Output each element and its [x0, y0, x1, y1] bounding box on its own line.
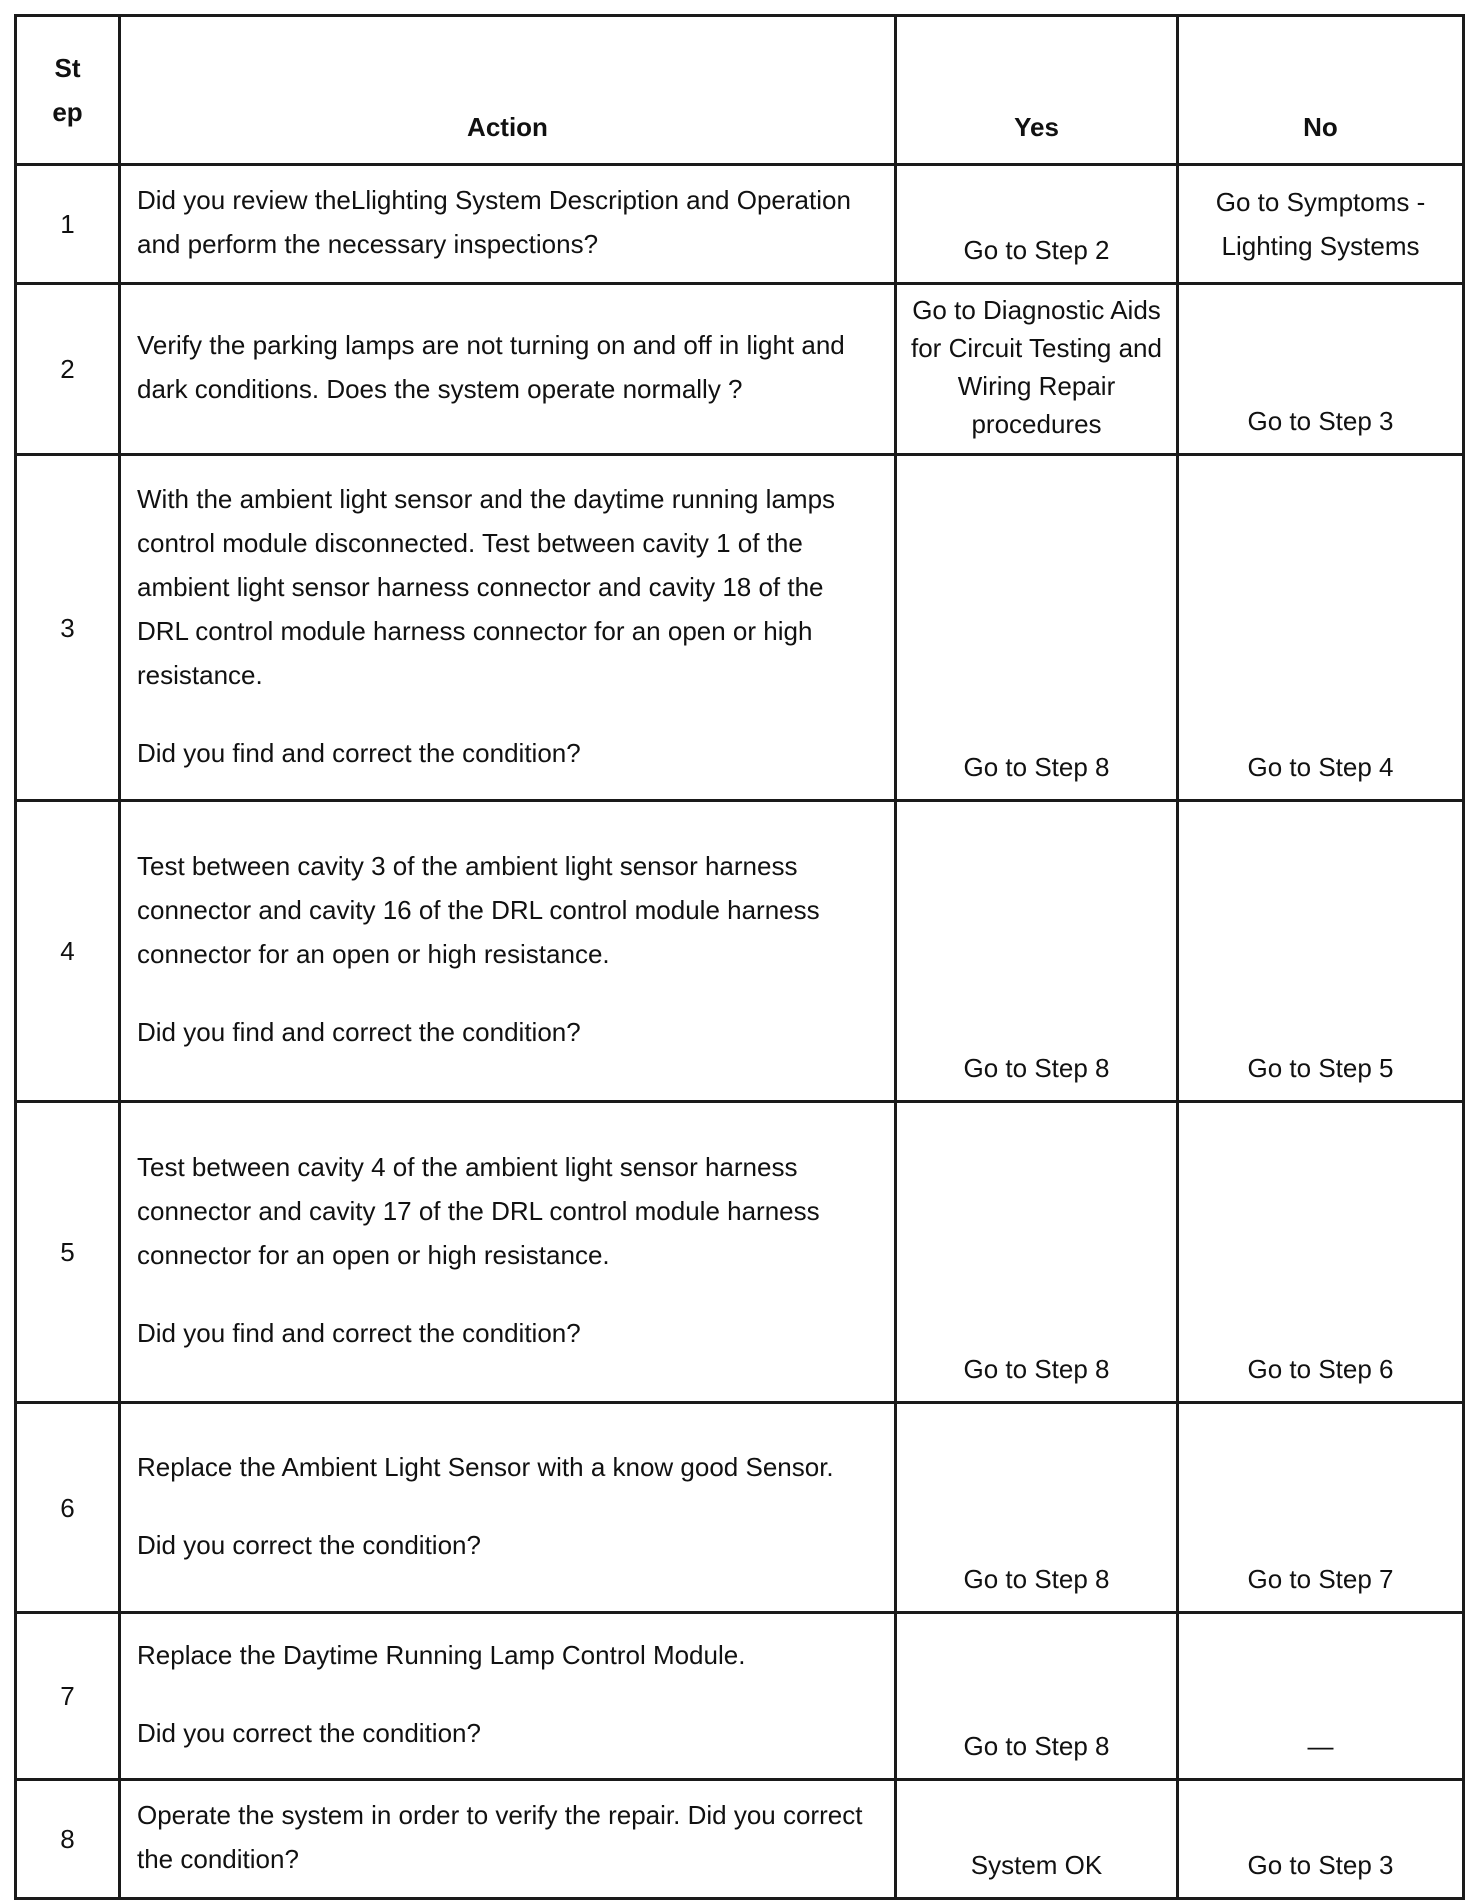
- header-yes: Yes: [896, 16, 1178, 165]
- step-number: 4: [16, 801, 120, 1102]
- step-number: 7: [16, 1613, 120, 1780]
- action-text: Did you review theLlighting System Description and Operation and perform the necessary inspections?: [137, 185, 851, 259]
- action-cell: [120, 1102, 896, 1403]
- header-step: [16, 16, 120, 165]
- action-text: Test between cavity 3 of the ambient light sensor harness connector and cavity 16 of the DRL control module harness connector for an open or high resistance.: [137, 851, 820, 969]
- action-text: Verify the parking lamps are not turning on and off in light and dark conditions. Does the system operate normally ?: [137, 330, 845, 404]
- action-question: Did you find and correct the condition?: [137, 1017, 581, 1047]
- action-text: Operate the system in order to verify the repair. Did you correct the condition?: [137, 1800, 863, 1874]
- no-cell: Go to Step 3: [1178, 1780, 1464, 1899]
- table-row: [16, 455, 1464, 801]
- table-row: [16, 1613, 1464, 1780]
- header-row: [16, 16, 1464, 165]
- action-question: Did you find and correct the condition?: [137, 1318, 581, 1348]
- yes-cell: Go to Step 2: [896, 165, 1178, 284]
- table-row: [16, 1780, 1464, 1899]
- action-question: Did you find and correct the condition?: [137, 737, 581, 768]
- header-action: Action: [120, 16, 896, 165]
- yes-cell: Go to Step 8: [896, 801, 1178, 1102]
- yes-cell: Go to Step 8: [896, 1613, 1178, 1780]
- action-cell: [120, 1780, 896, 1899]
- action-question: Did you correct the condition?: [137, 1529, 481, 1560]
- diagnostic-table: [14, 14, 1465, 1900]
- action-cell: [120, 165, 896, 284]
- no-cell: Go to Step 7: [1178, 1403, 1464, 1613]
- yes-cell: Go to Step 8: [896, 1102, 1178, 1403]
- step-number: 5: [16, 1102, 120, 1403]
- step-number: 3: [16, 455, 120, 801]
- action-cell: [120, 801, 896, 1102]
- table-row: [16, 801, 1464, 1102]
- table-row: [16, 1403, 1464, 1613]
- table-row: [16, 284, 1464, 455]
- action-cell: [120, 1403, 896, 1613]
- no-cell: —: [1178, 1613, 1464, 1780]
- yes-cell: System OK: [896, 1780, 1178, 1899]
- table-row: [16, 165, 1464, 284]
- header-no: No: [1178, 16, 1464, 165]
- step-number: 2: [16, 284, 120, 455]
- step-number: 8: [16, 1780, 120, 1899]
- yes-cell: Go to Diagnostic Aids for Circuit Testing and Wiring Repair procedures: [896, 284, 1178, 455]
- yes-cell: Go to Step 8: [896, 1403, 1178, 1613]
- step-number: 1: [16, 165, 120, 284]
- action-text: Replace the Ambient Light Sensor with a know good Sensor.: [137, 1451, 834, 1482]
- no-cell: Go to Step 4: [1178, 455, 1464, 801]
- yes-cell: Go to Step 8: [896, 455, 1178, 801]
- action-text: Replace the Daytime Running Lamp Control Module.: [137, 1640, 746, 1670]
- header-step-label: St ep: [52, 53, 83, 127]
- no-cell: Go to Symptoms - Lighting Systems: [1178, 165, 1464, 284]
- action-cell: [120, 1613, 896, 1780]
- table-row: [16, 1102, 1464, 1403]
- action-text: Test between cavity 4 of the ambient light sensor harness connector and cavity 17 of the DRL control module harness connector for an open or high resistance.: [137, 1152, 820, 1270]
- step-number: 6: [16, 1403, 120, 1613]
- action-question: Did you correct the condition?: [137, 1718, 481, 1748]
- no-cell: Go to Step 6: [1178, 1102, 1464, 1403]
- action-cell: [120, 284, 896, 455]
- no-cell: Go to Step 3: [1178, 284, 1464, 455]
- action-cell: [120, 455, 896, 801]
- action-text: With the ambient light sensor and the daytime running lamps control module disconnected. Test between cavity 1 of the ambient light sensor harness connector and cavity 18 of the DRL control module harness connector for an open or high resistance.: [137, 483, 836, 690]
- no-cell: Go to Step 5: [1178, 801, 1464, 1102]
